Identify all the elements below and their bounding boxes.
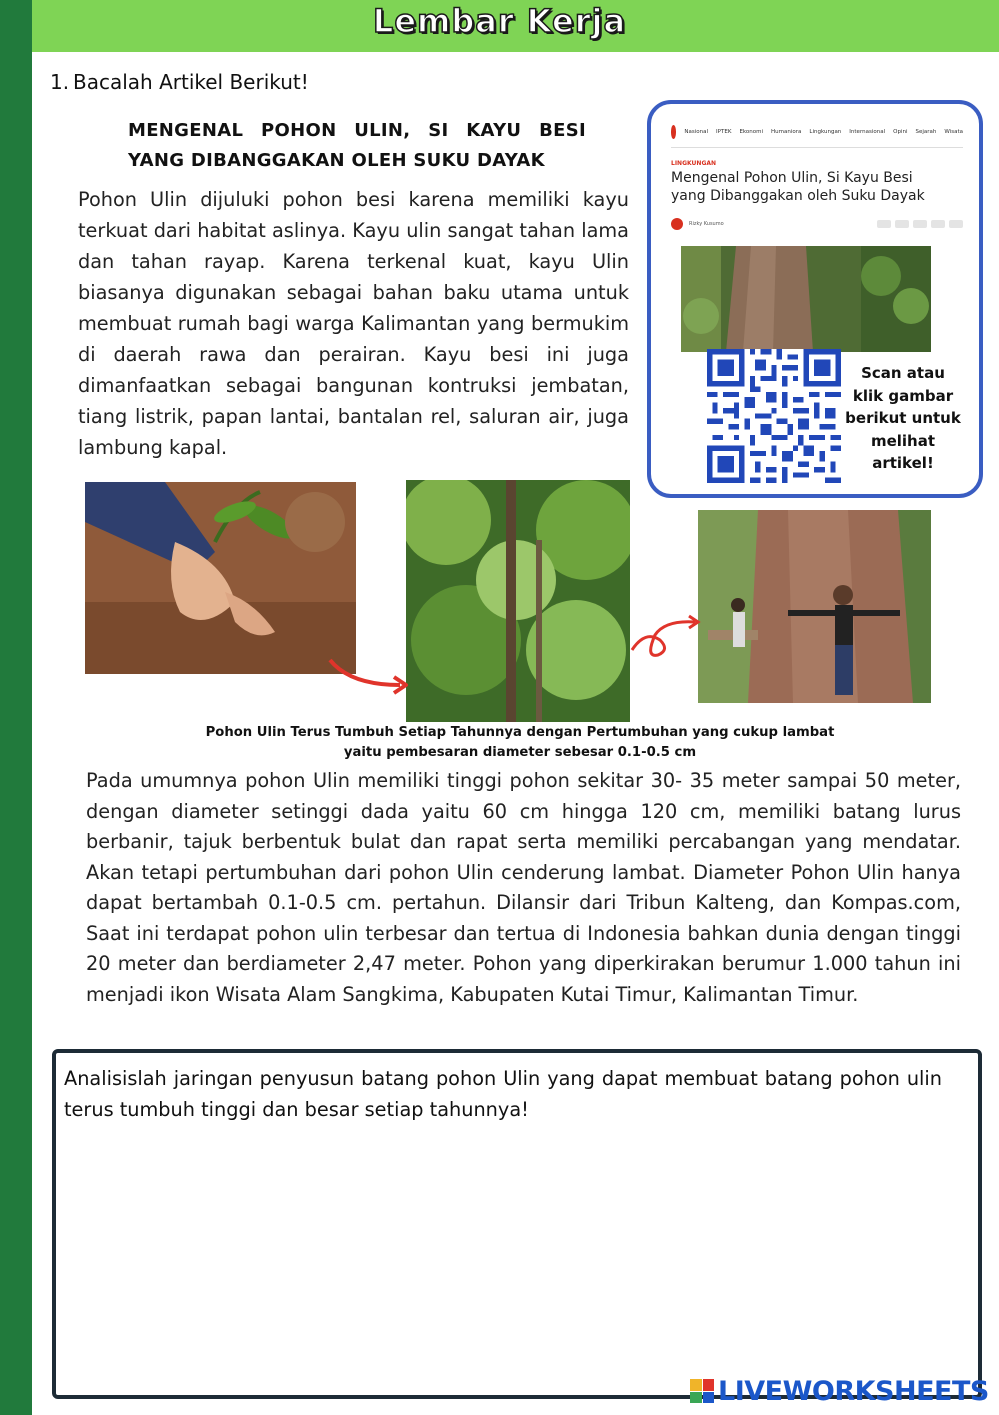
nav-item: Sejarah [915, 128, 937, 135]
nav-item: Ekonomi [739, 128, 764, 135]
qr-code[interactable] [707, 349, 841, 483]
photo-caption: Pohon Ulin Terus Tumbuh Setiap Tahunnya dengan Pertumbuhan yang cukup lambat yaitu pembesaran diameter sebesar 0.1-0.5 cm [205, 725, 835, 760]
liveworksheets-watermark [690, 1376, 989, 1406]
preview-nav [671, 116, 963, 148]
nav-item: Lingkungan [809, 128, 842, 135]
article-paragraph-2: Pada umumnya pohon Ulin memiliki tinggi pohon sekitar 30- 35 meter sampai 50 meter, dengan diameter setinggi dada yaitu 60 cm hingga 120 cm, memiliki batang lurus berbanir, tajuk berbentuk bulat dan rapat serta memiliki percabangan yang mendatar. Akan tetapi pertumbuhan dari pohon Ulin cenderung lambat. Diameter Pohon Ulin hanya dapat bertambah 0.1-0.5 cm. pertahun. Dilansir dari Tribun Kalteng, dan Kompas.com, Saat ini terdapat pohon ulin terbesar dan tertua di Indonesia bahkan dunia dengan tinggi 20 meter dan berdiameter 2,47 meter. Pohon yang diperkirakan berumur 1.000 tahun ini menjadi ikon Wisata Alam Sangkima, Kabupaten Kutai Timur, Kalimantan Timur. [86, 769, 961, 1006]
preview-tree-photo [681, 246, 931, 352]
nav-item: Wisata [944, 128, 963, 135]
giant-ulin-tree-photo [698, 510, 931, 703]
author-avatar [671, 218, 683, 230]
answer-box[interactable] [52, 1049, 982, 1399]
nav-item: Nasional [684, 128, 709, 135]
share-icons [877, 220, 963, 228]
site-logo-icon [671, 125, 676, 139]
nav-item: Internasional [849, 128, 886, 135]
preview-author-row [671, 215, 963, 233]
scan-instruction: Scan atau klik gambar berikut untuk melihat artikel! [845, 364, 961, 472]
liveworksheets-logo-icon [690, 1379, 714, 1403]
question-number: 1. [50, 70, 70, 94]
question-label: Bacalah Artikel Berikut! [73, 70, 309, 94]
article-paragraph-1: Pohon Ulin dijuluki pohon besi karena memiliki kayu terkuat dari habitat aslinya. Kayu ulin sangat tahan lama dan tahan rayap. Karena terkenal kuat, kayu Ulin biasanya digunakan sebagai bahan baku utama untuk membuat rumah bagi warga Kalimantan yang bermukim di daerah rawa dan perairan. Kayu besi ini juga dimanfaatkan sebagai bangunan kontruksi jembatan, tiang listrik, papan lantai, bantalan rel, saluran air, juga lambung kapal. [78, 188, 629, 459]
analysis-question: Analisislah jaringan penyusun batang pohon Ulin yang dapat membuat batang pohon ulin terus tumbuh tinggi dan besar setiap tahunnya! [64, 1067, 942, 1121]
page-title: Lembar Kerja [372, 2, 627, 40]
nav-item: IPTEK [716, 128, 732, 135]
preview-title: Mengenal Pohon Ulin, Si Kayu Besi yang Dibanggakan oleh Suku Dayak [671, 170, 925, 204]
watermark-text: LIVEWORKSHEETS [718, 1375, 989, 1407]
growth-arrows [320, 600, 720, 700]
nav-item: Opini [893, 128, 908, 135]
author-name: Rizky Kusumo [689, 221, 724, 227]
preview-category: LINGKUNGAN [671, 160, 717, 167]
article-link-card[interactable] [647, 100, 983, 498]
article-title: MENGENAL POHON ULIN, SI KAYU BESI YANG DIBANGGAKAN OLEH SUKU DAYAK [128, 120, 586, 171]
planting-seedling-photo [85, 482, 356, 674]
article-preview-screenshot[interactable] [671, 116, 963, 346]
left-sidebar-stripe [0, 0, 32, 1415]
nav-item: Humaniora [771, 128, 802, 135]
